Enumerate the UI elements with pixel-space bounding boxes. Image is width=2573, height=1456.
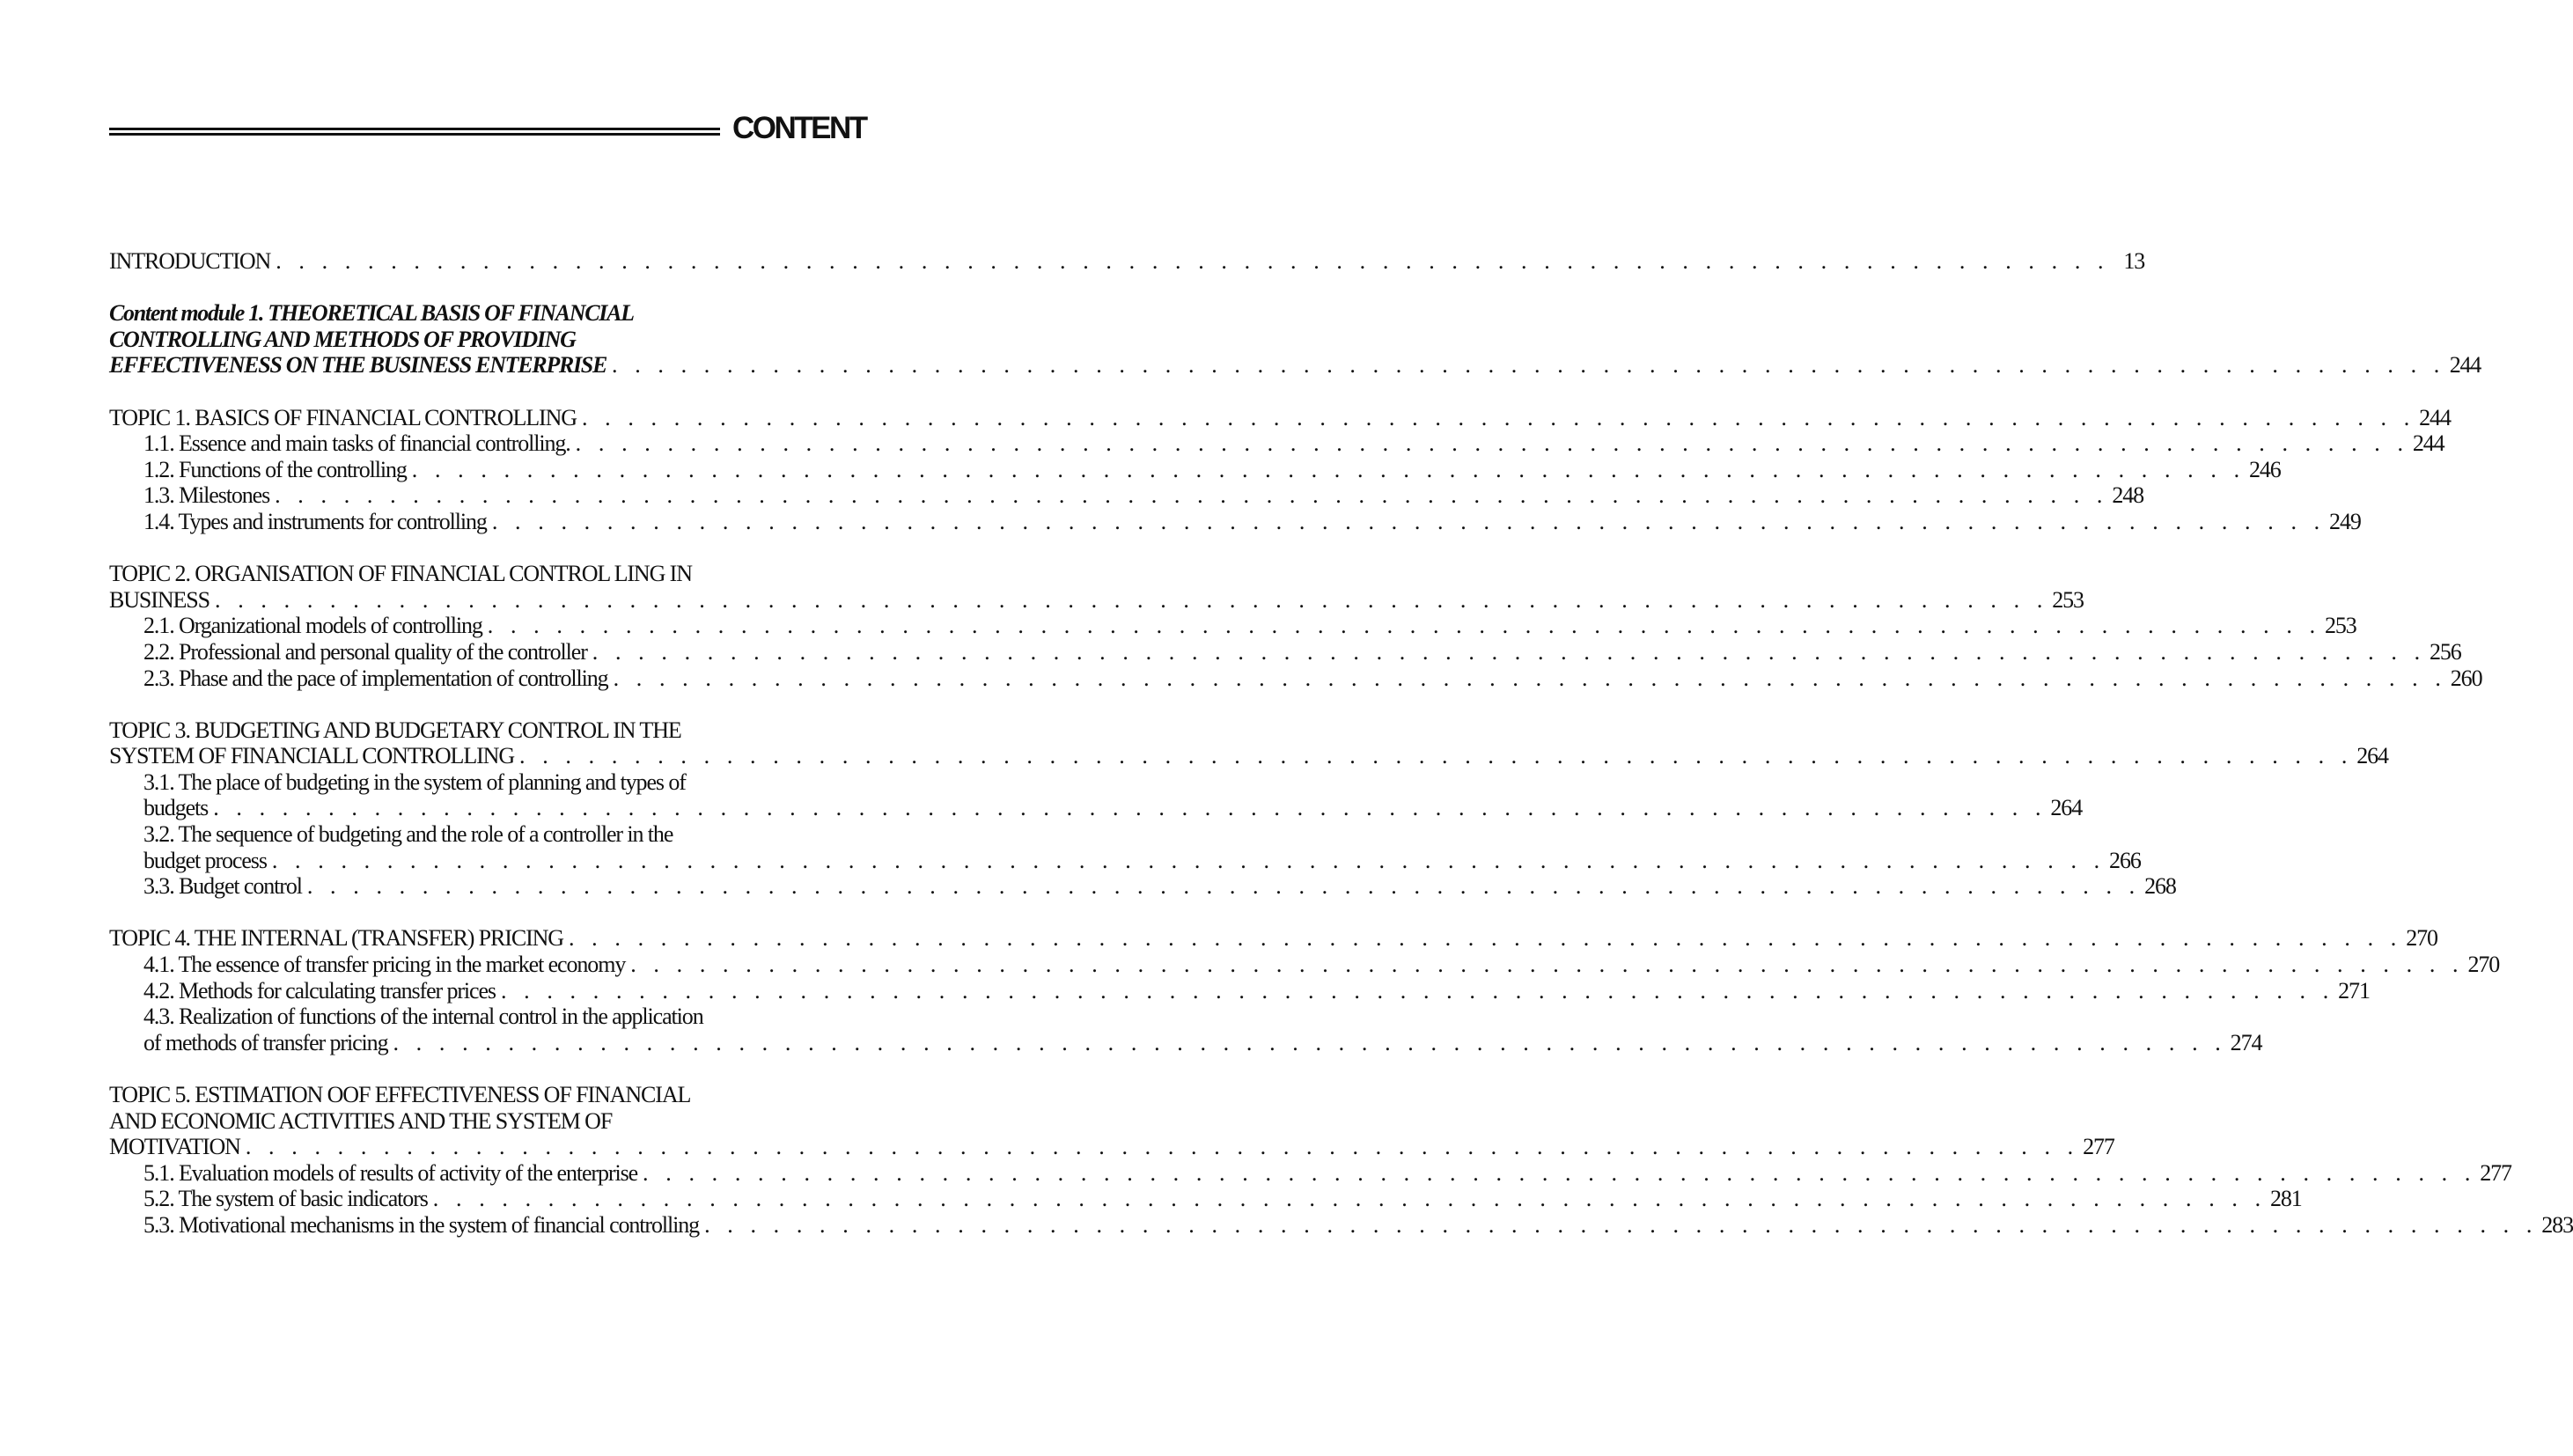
dot-leader: . . . . . . . . . . . . . . . . . . . . . . . . . . . . . . . . . . . . . . . . . . . . . . . . . . . . . . . . . . . . . . . . . . . . . . . . . . . . . . . . [271,847,2106,873]
entry-title-line: TOPIC 5. ESTIMATION OOF EFFECTIVENESS OF FINANCIAL [109,1082,691,1107]
entry-title-line: SYSTEM OF FINANCIALL CONTROLLING [109,743,515,769]
toc-entry[interactable] [109,248,2145,275]
dot-leader: . . . . . . . . . . . . . . . . . . . . . . . . . . . . . . . . . . . . . . . . . . . . . . . . . . . . . . . . . . . . . . . . . . . . . . . . . . . . . . . . [213,795,2047,821]
entry-title-line: 4.1. The essence of transfer pricing in the market economy [143,952,626,978]
dot-leader: . . . . . . . . . . . . . . . . . . . . . . . . . . . . . . . . . . . . . . . . . . . . . . . . . . . . . . . . . . . . . . . . . . . . . . . . . . . . . . . . [519,743,2353,769]
dot-leader: . . . . . . . . . . . . . . . . . . . . . . . . . . . . . . . . . . . . . . . . . . . . . . . . . . . . . . . . . . . . . . . . . . . . . . . . . . . . . . . . [500,977,2334,1004]
page-number: 277 [2083,1134,2114,1160]
toc-subentry[interactable] [109,456,2281,483]
dot-leader: . . . . . . . . . . . . . . . . . . . . . . . . . . . . . . . . . . . . . . . . . . . . . . . . . . . . . . . . . . . . . . . . . . . . . . . . . . . . . . . . [432,1186,2267,1212]
page-number: 270 [2406,925,2437,952]
dot-leader: . . . . . . . . . . . . . . . . . . . . . . . . . . . . . . . . . . . . . . . . . . . . . . . . . . . . . . . . . . . . . . . . . . . . . . . . . . . . . . . . [276,248,2110,274]
dot-leader: . . . . . . . . . . . . . . . . . . . . . . . . . . . . . . . . . . . . . . . . . . . . . . . . . . . . . . . . . . . . . . . . . . . . . . . . . . . . . . . . [491,508,2326,534]
page-number: 264 [2050,795,2083,821]
entry-title-line: of methods of transfer pricing [143,1029,388,1055]
entry-title-line: TOPIC 1. BASICS OF FINANCIAL CONTROLLING [109,404,577,430]
entry-title-line: INTRODUCTION [109,248,271,274]
toc-subentry[interactable] [109,1211,2573,1239]
page-number: 244 [2419,404,2451,430]
toc-entry[interactable] [109,717,2388,769]
dot-leader: . . . . . . . . . . . . . . . . . . . . . . . . . . . . . . . . . . . . . . . . . . . . . . . . . . . . . . . . . . . . . . . . . . . . . . . . . . . . . . . . [704,1211,2538,1238]
page-number: 244 [2412,430,2444,457]
page-number: 283 [2541,1211,2573,1238]
entry-title-line: 1.1. Essence and main tasks of financial controlling. [143,430,570,457]
table-of-contents [109,248,2573,1264]
toc-subentry[interactable] [109,952,2500,978]
toc-section [109,300,2481,379]
dot-leader: . . . . . . . . . . . . . . . . . . . . . . . . . . . . . . . . . . . . . . . . . . . . . . . . . . . . . . . . . . . . . . . . . . . . . . . . . . . . . . . . [592,638,2426,665]
toc-subentry[interactable] [109,977,2370,1004]
toc-subentry[interactable] [109,1186,2302,1212]
toc-entry[interactable] [109,300,2481,379]
dot-leader: . . . . . . . . . . . . . . . . . . . . . . . . . . . . . . . . . . . . . . . . . . . . . . . . . . . . . . . . . . . . . . . . . . . . . . . . . . . . . . . . [393,1029,2227,1055]
page-number: 260 [2450,665,2482,691]
dot-leader: . . . . . . . . . . . . . . . . . . . . . . . . . . . . . . . . . . . . . . . . . . . . . . . . . . . . . . . . . . . . . . . . . . . . . . . . . . . . . . . . [306,873,2141,900]
toc-subentry[interactable] [109,482,2144,509]
dot-leader: . . . . . . . . . . . . . . . . . . . . . . . . . . . . . . . . . . . . . . . . . . . . . . . . . . . . . . . . . . . . . . . . . . . . . . . . . . . . . . . . [275,482,2109,509]
page-number: 248 [2112,482,2144,509]
toc-entry[interactable] [109,561,2084,613]
entry-title-line: TOPIC 4. THE INTERNAL (TRANSFER) PRICING [109,925,563,952]
entry-title-line: 2.3. Phase and the pace of implementation of controlling [143,665,608,691]
page-number: 270 [2467,952,2500,978]
dot-leader: . . . . . . . . . . . . . . . . . . . . . . . . . . . . . . . . . . . . . . . . . . . . . . . . . . . . . . . . . . . . . . . . . . . . . . . . . . . . . . . . [581,404,2415,430]
page-number: 253 [2052,586,2084,613]
page-number: 249 [2329,508,2361,534]
entry-title-line: 1.4. Types and instruments for controlling [143,508,487,534]
entry-title-line: 1.2. Functions of the controlling [143,456,407,482]
toc-subentry[interactable] [109,1159,2511,1187]
toc-subentry[interactable] [109,613,2356,639]
dot-leader: . . . . . . . . . . . . . . . . . . . . . . . . . . . . . . . . . . . . . . . . . . . . . . . . . . . . . . . . . . . . . . . . . . . . . . . . . . . . . . . . [612,352,2445,379]
dot-leader: . . . . . . . . . . . . . . . . . . . . . . . . . . . . . . . . . . . . . . . . . . . . . . . . . . . . . . . . . . . . . . . . . . . . . . . . . . . . . . . . [245,1134,2079,1160]
toc-subentry[interactable] [109,1004,2262,1055]
page-number: 271 [2338,977,2370,1004]
entry-title-line: budgets [143,795,209,821]
toc-subentry[interactable] [109,873,2176,900]
entry-title-line: 1.3. Milestones [143,482,270,509]
toc-section [109,248,2145,275]
toc-entry[interactable] [109,1082,2114,1160]
entry-title-line: 3.3. Budget control [143,873,302,900]
entry-title-line: AND ECONOMIC ACTIVITIES AND THE SYSTEM OF [109,1107,613,1134]
page-number: 246 [2248,456,2281,482]
entry-title-line: 3.2. The sequence of budgeting and the role of a controller in the [143,821,673,848]
entry-title-line: EFFECTIVENESS ON THE BUSINESS ENTERPRISE [109,352,606,379]
page-number: 268 [2144,873,2176,900]
toc-subentry[interactable] [109,638,2461,665]
page-title: CONTENT [732,111,866,145]
page-number: 266 [2109,847,2141,873]
page-number: 274 [2230,1029,2262,1055]
entry-title-line: Content module 1. THEORETICAL BASIS OF FINANCIAL [109,300,634,327]
dot-leader: . . . . . . . . . . . . . . . . . . . . . . . . . . . . . . . . . . . . . . . . . . . . . . . . . . . . . . . . . . . . . . . . . . . . . . . . . . . . . . . . [630,952,2465,978]
entry-title-line: 5.1. Evaluation models of results of activity of the enterprise [143,1159,638,1186]
dot-leader: . . . . . . . . . . . . . . . . . . . . . . . . . . . . . . . . . . . . . . . . . . . . . . . . . . . . . . . . . . . . . . . . . . . . . . . . . . . . . . . . [411,456,2246,482]
entry-title-line: BUSINESS [109,586,210,613]
toc-section [109,717,2388,900]
entry-title-line: budget process [143,847,267,873]
toc-section [109,925,2500,1055]
header-rule [109,128,720,136]
entry-title-line: 2.1. Organizational models of controlling [143,613,482,639]
toc-entry[interactable] [109,925,2437,952]
toc-section [109,561,2482,691]
dot-leader: . . . . . . . . . . . . . . . . . . . . . . . . . . . . . . . . . . . . . . . . . . . . . . . . . . . . . . . . . . . . . . . . . . . . . . . . . . . . . . . . [568,925,2402,952]
page-number: 264 [2356,743,2388,769]
page-number: 13 [2123,248,2145,274]
entry-title-line: 2.2. Professional and personal quality of the controller [143,638,587,665]
toc-subentry[interactable] [109,430,2444,457]
dot-leader: . . . . . . . . . . . . . . . . . . . . . . . . . . . . . . . . . . . . . . . . . . . . . . . . . . . . . . . . . . . . . . . . . . . . . . . . . . . . . . . . [575,430,2409,457]
entry-title-line: 4.3. Realization of functions of the internal control in the application [143,1004,703,1030]
toc-entry[interactable] [109,404,2451,431]
toc-subentry[interactable] [109,821,2141,873]
dot-leader: . . . . . . . . . . . . . . . . . . . . . . . . . . . . . . . . . . . . . . . . . . . . . . . . . . . . . . . . . . . . . . . . . . . . . . . . . . . . . . . . [613,665,2447,691]
toc-subentry[interactable] [109,508,2361,535]
page-number: 253 [2324,613,2356,639]
entry-title-line: TOPIC 2. ORGANISATION OF FINANCIAL CONTROL LING IN [109,561,692,587]
entry-title-line: CONTROLLING AND METHODS OF PROVIDING [109,326,576,352]
page-number: 277 [2480,1159,2511,1186]
entry-title-line: 5.2. The system of basic indicators [143,1186,428,1212]
entry-title-line: MOTIVATION [109,1134,240,1160]
entry-title-line: 4.2. Methods for calculating transfer prices [143,977,496,1004]
toc-section [109,404,2451,535]
page-number: 244 [2449,352,2481,379]
page-number: 281 [2270,1186,2302,1212]
page-number: 256 [2429,638,2461,665]
dot-leader: . . . . . . . . . . . . . . . . . . . . . . . . . . . . . . . . . . . . . . . . . . . . . . . . . . . . . . . . . . . . . . . . . . . . . . . . . . . . . . . . [643,1159,2476,1186]
toc-subentry[interactable] [109,665,2482,692]
dot-leader: . . . . . . . . . . . . . . . . . . . . . . . . . . . . . . . . . . . . . . . . . . . . . . . . . . . . . . . . . . . . . . . . . . . . . . . . . . . . . . . . [487,613,2321,639]
entry-title-line: 5.3. Motivational mechanisms in the system of financial controlling [143,1211,700,1238]
toc-subentry[interactable] [109,768,2083,821]
entry-title-line: TOPIC 3. BUDGETING AND BUDGETARY CONTROL IN THE [109,717,681,743]
toc-section [109,1082,2573,1239]
entry-title-line: 3.1. The place of budgeting in the system of planning and types of [143,768,686,795]
dot-leader: . . . . . . . . . . . . . . . . . . . . . . . . . . . . . . . . . . . . . . . . . . . . . . . . . . . . . . . . . . . . . . . . . . . . . . . . . . . . . . . . [215,586,2048,613]
